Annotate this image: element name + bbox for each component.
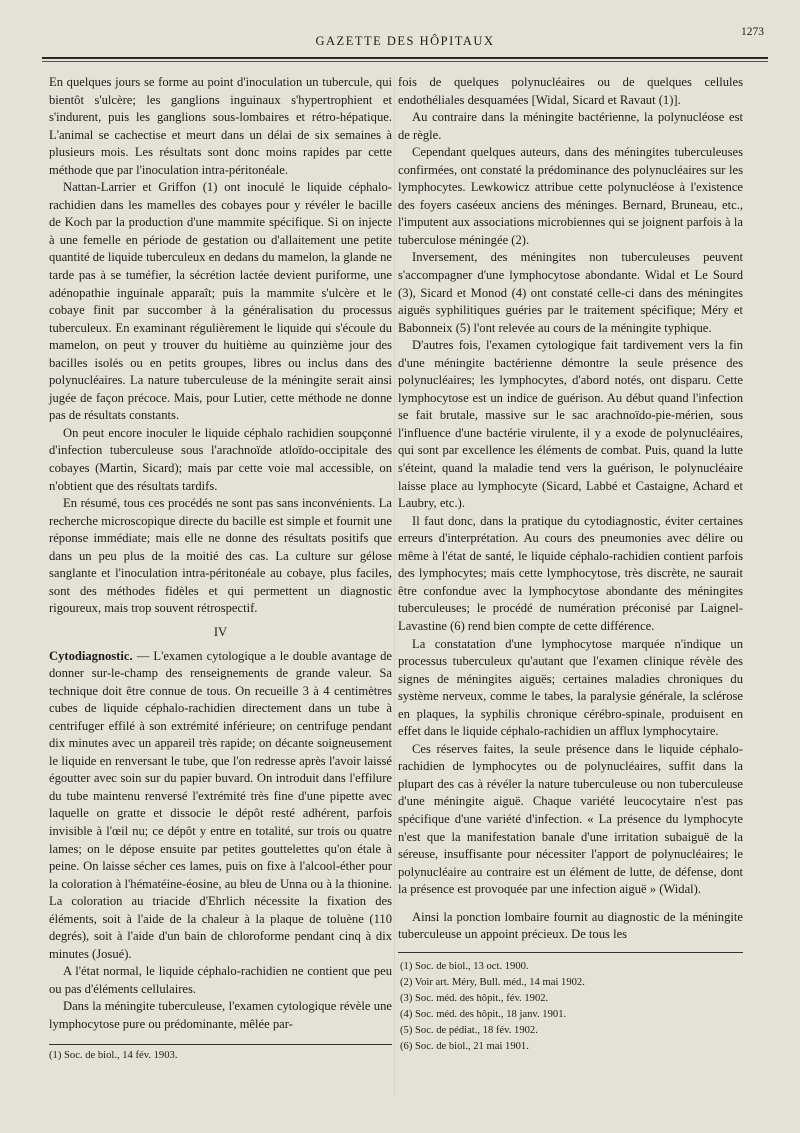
paragraph: fois de quelques polynucléaires ou de quelques cellules endothéliales desquamées [Widal, Sicard et Ravaut (1)].: [398, 75, 743, 107]
paragraph: D'autres fois, l'examen cytologique fait tardivement vers la fin d'une méningite bactérienne démontre la seule présence des polynucléaires; les lymphocytes, d'abord notés, ont disparu. Cette lymphocytose est un indice de guérison. Au début quand l'infection se fait brutale, massive sur le sac arachnoïdo-pie-mérien, sous l'influence d'une bactérie virulente, il y a exode de polynucléaires, qui sont par excellence les éléments de combat. Puis, quand la lutte s'éteint, quand la maladie tend vers la guérison, le polynucléaire laisse place au lymphocyte (Sicard, Labbé et Castaigne, Achard et Laubry, etc.).: [398, 338, 743, 511]
footnote-rule: [49, 1044, 392, 1045]
paragraph: En résumé, tous ces procédés ne sont pas sans inconvénients. La recherche microscopique directe du bacille est simple et fournit une réponse immédiate; mais elle ne donne des résultats positifs que dans un peu plus de la moitié des cas. La culture sur gélose sanglante et l'inoculation intra-péritonéale au cobaye, plus faciles, sont des méthodes fidèles et qui permettent un diagnostic rigoureux, mais trop souvent rétrospectif.: [49, 496, 392, 616]
footnote: (1) Soc. de biol., 13 oct. 1900.: [400, 960, 529, 972]
footnote: (1) Soc. de biol., 14 fév. 1903.: [49, 1049, 178, 1061]
paragraph-text: — L'examen cytologique a le double avantage de donner sur-le-champ des renseignements de grande valeur. Sa technique doit être connue de tous. On recueille 3 à 4 centimètres cubes de liquide céphalo-rachidien directement dans un tube à centrifuger effilé à son extrémité inférieure; on centrifuge pendant dix minutes avec un appareil très rapide; on décante soigneusement le liquide en renversant le tube, que l'on redresse après l'avoir laissé égoutter avec soin sur du papier buvard. On introduit dans l'effilure du tube maintenu renversé l'extrémité très fine d'une pipette avec laquelle on gratte et dissocie le dépôt resté adhérent, parfois invisible à l'œil nu; ce dépôt y entre en totalité, sur trois ou quatre lames; on le dépose ensuite par petites gouttelettes qu'on étale à peine. On laisse sécher ces lames, puis on fixe à l'alcool-éther pour la coloration à l'hématéine-éosine, au bleu de Unna ou à la thionine. La coloration au triacide d'Ehrlich nécessite la fixation des éléments, soit à l'aide de la chaleur à la plaque de toluène (110 degrés), soit à l'aide d'un bain de chloroforme pendant cinq à dix minutes (Josué).: [49, 648, 392, 961]
paragraph: En quelques jours se forme au point d'inoculation un tubercule, qui bientôt s'ulcère; les ganglions inguinaux s'hypertrophient et s'indurent, puis les ganglions sous-lombaires et rétro-hépatique. L'animal se cachectise et meurt dans un délai de six semaines à plusieurs mois. Les résultats sont donc moins rapides par cette méthode que par l'inoculation intra-péritonéale.: [49, 75, 392, 177]
paragraph: Inversement, des méningites non tuberculeuses peuvent s'accompagner d'une lymphocytose abondante. Widal et Le Sourd (3), Sicard et Monod (4) ont constaté celle-ci dans des méningites aiguës syphilitiques guéries par le traitement spécifique; Méry et Babonneix (5) l'ont relevée au cours de la méningite typhique.: [398, 250, 743, 335]
paragraph: Ces réserves faites, la seule présence dans le liquide céphalo-rachidien de lymphocytes ou de polynucléaires, suffit dans la plupart des cas à révéler la nature tuberculeuse ou non tuberculeuse d'une méningite aiguë. Chaque variété leucocytaire n'est pas spécifique d'une variété d'infection. « La présence du lymphocyte n'est que la manifestation banale d'une irritation subaiguë de la séreuse, insuffisante pour nécessiter l'apport de polynucléaires; le polynucléaire au contraire est un élément de lutte, de défense, dont la présence est provoquée par une infection aiguë » (Widal).: [398, 741, 743, 897]
paragraph: Il faut donc, dans la pratique du cytodiagnostic, éviter certaines erreurs d'interprétation. Au cours des pneumonies avec délire ou même à l'état de santé, le liquide céphalo-rachidien contient parfois des lymphocytes; mais cette lymphocytose, très discrète, ne saurait être confondue avec la lymphocytose abondante des méningites tuberculeuses; le procédé de numération préconisé par Laignel-Lavastine (6) rend bien compte de cette différence.: [398, 513, 743, 633]
section-lead-word: Cytodiagnostic.: [49, 648, 133, 663]
right-column: [398, 74, 743, 1055]
footnote-list: [398, 959, 743, 1055]
footnote: (6) Soc. de biol., 21 mai 1901.: [400, 1040, 529, 1052]
paragraph: A l'état normal, le liquide céphalo-rachidien ne contient que peu ou pas d'éléments cellulaires.: [49, 964, 392, 996]
footnote: (5) Soc. de pédiat., 18 fév. 1902.: [400, 1024, 538, 1036]
section-number: IV: [213, 624, 228, 639]
journal-title: GAZETTE DES HÔPITAUX: [315, 34, 495, 48]
header-rule-thin: [42, 61, 768, 62]
footnote: (4) Soc. méd. des hôpit., 18 janv. 1901.: [400, 1008, 567, 1020]
paragraph: Ainsi la ponction lombaire fournit au diagnostic de la méningite tuberculeuse un appoint précieux. De tous les: [398, 909, 743, 942]
running-header: [40, 18, 770, 56]
footnote: (3) Soc. méd. des hôpit., fév. 1902.: [400, 992, 549, 1004]
footnote-rule: [398, 952, 743, 953]
header-rule-thick: [42, 57, 768, 59]
footnote: (2) Voir art. Méry, Bull. méd., 14 mai 1902.: [400, 976, 585, 988]
paragraph: La constatation d'une lymphocytose marquée n'indique un processus tuberculeux qu'autant que l'examen clinique révèle des signes de méningites aiguës; certaines maladies chroniques du système nerveux, comme le tabes, la paralysie générale, la sclérose en plaques, la syphilis chronique cérébro-spinale, produisent en effet dans le liquide céphalo-rachidien un afflux lymphocytaire.: [398, 636, 743, 739]
paragraph: Nattan-Larrier et Griffon (1) ont inoculé le liquide céphalo-rachidien dans les mamelles des cobayes pour y révéler le bacille de Koch par la production d'une mammite spécifique. Si on injecte à une femelle en période de gestation ou d'allaitement une petite quantité de liquide tuberculeux en dedans du mamelon, la glande ne tarde pas à se tuméfier, la sécrétion lactée devient puriforme, une adénopathie inguinale apparaît; puis la mammite s'ulcère et le cobaye finit par succomber à la généralisation du processus tuberculeux. En examinant régulièrement le liquide qui s'écoule du mamelon, on peut y trouver du huitième au quinzième jour des bacilles isolés ou en petits groupes, libres ou inclus dans des polynucléaires. La nature tuberculeuse de la méningite serait ainsi jugée de façon précoce. Mais, pour Lutier, cette méthode ne donne pas de résultats constants.: [49, 180, 392, 423]
paragraph: Dans la méningite tuberculeuse, l'examen cytologique révèle une lymphocytose pure ou prédominante, mêlée par-: [49, 999, 392, 1031]
paragraph: On peut encore inoculer le liquide céphalo rachidien soupçonné d'infection tuberculeuse sous l'arachnoïde atloïdo-occipitale des cobayes (Martin, Sicard); mais par cette voie mal accessible, on n'obtient que des résultats tardifs.: [49, 425, 392, 493]
page-number: 1273: [741, 26, 764, 38]
paragraph-cytodiagnostic: [49, 648, 392, 964]
paragraph: Cependant quelques auteurs, dans des méningites tuberculeuses confirmées, ont constaté la prédominance des polynucléaires sur les lymphocytes. Lewkowicz attribue cette polynucléose à l'existence des foyers caséeux anciens des méninges. Bernard, Bruneau, etc., l'imputent aux associations microbiennes qui se joignent parfois à la tuberculose méningée (2).: [398, 145, 743, 247]
left-column: [49, 74, 392, 1063]
column-divider: [394, 76, 395, 1096]
paragraph: Au contraire dans la méningite bactérienne, la polynucléose est de règle.: [398, 110, 743, 142]
